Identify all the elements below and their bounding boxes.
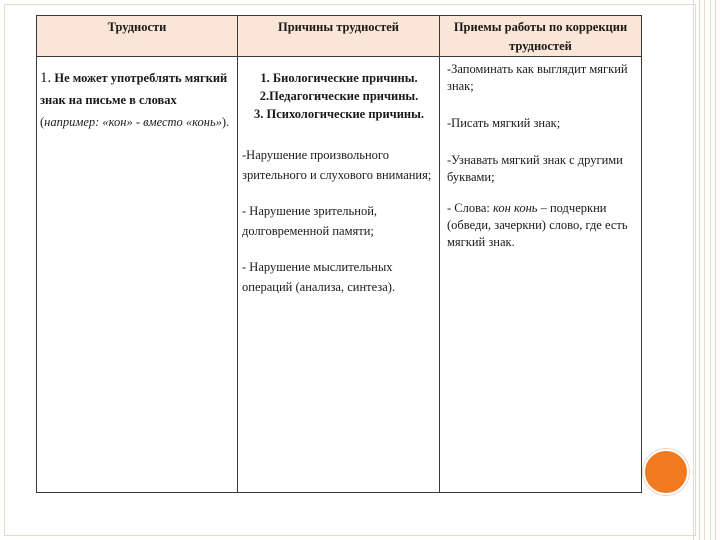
header-causes: Причины трудностей [238, 16, 440, 57]
cause-item-thinking: - Нарушение мыслительных операций (анализа, синтеза). [242, 260, 396, 294]
difficulty-text: Не может употреблять мягкий знак на письме в словах [40, 71, 228, 107]
causes-cell [238, 57, 440, 493]
table-row [37, 57, 642, 493]
decor-stripe [693, 0, 694, 540]
decor-stripe [699, 0, 700, 540]
cause-pedagogical: 2.Педагогические причины. [259, 89, 419, 103]
difficulty-close-paren: ). [221, 115, 230, 129]
header-difficulties: Трудности [37, 16, 238, 57]
method-words-prefix: - Слова: [447, 201, 493, 215]
method-item-write: -Писать мягкий знак; [447, 116, 561, 130]
decor-stripe [715, 0, 716, 540]
method-item-recognize: -Узнавать мягкий знак с другими буквами; [447, 153, 623, 184]
method-item-words [447, 200, 639, 251]
cause-item-memory: - Нарушение зрительной, долговременной памяти; [242, 204, 378, 238]
method-words-example: кон конь [493, 201, 538, 215]
difficulty-number: 1. [40, 70, 52, 86]
header-methods: Приемы работы по коррекции трудностей [440, 16, 642, 57]
cause-psychological: 3. Психологические причины. [253, 107, 425, 121]
orange-circle-decoration [643, 449, 689, 495]
methods-cell [440, 57, 642, 493]
method-words-suffix: – подчеркни (обведи, зачеркни) слово, где есть мягкий знак. [447, 201, 628, 249]
correction-table [36, 15, 642, 493]
decor-stripe [710, 0, 711, 540]
difficulty-open-paren: ( [40, 115, 45, 129]
cause-biological: 1. Биологические причины. [260, 71, 418, 85]
decor-stripe [704, 0, 705, 540]
header-row [37, 16, 642, 57]
cause-item-attention: -Нарушение произвольного зрительного и слухового внимания; [242, 148, 432, 182]
difficulty-example: например: «кон» - вместо «конь» [44, 115, 222, 129]
method-item-remember: -Запоминать как выглядит мягкий знак; [447, 62, 628, 93]
difficulty-cell [37, 57, 238, 493]
